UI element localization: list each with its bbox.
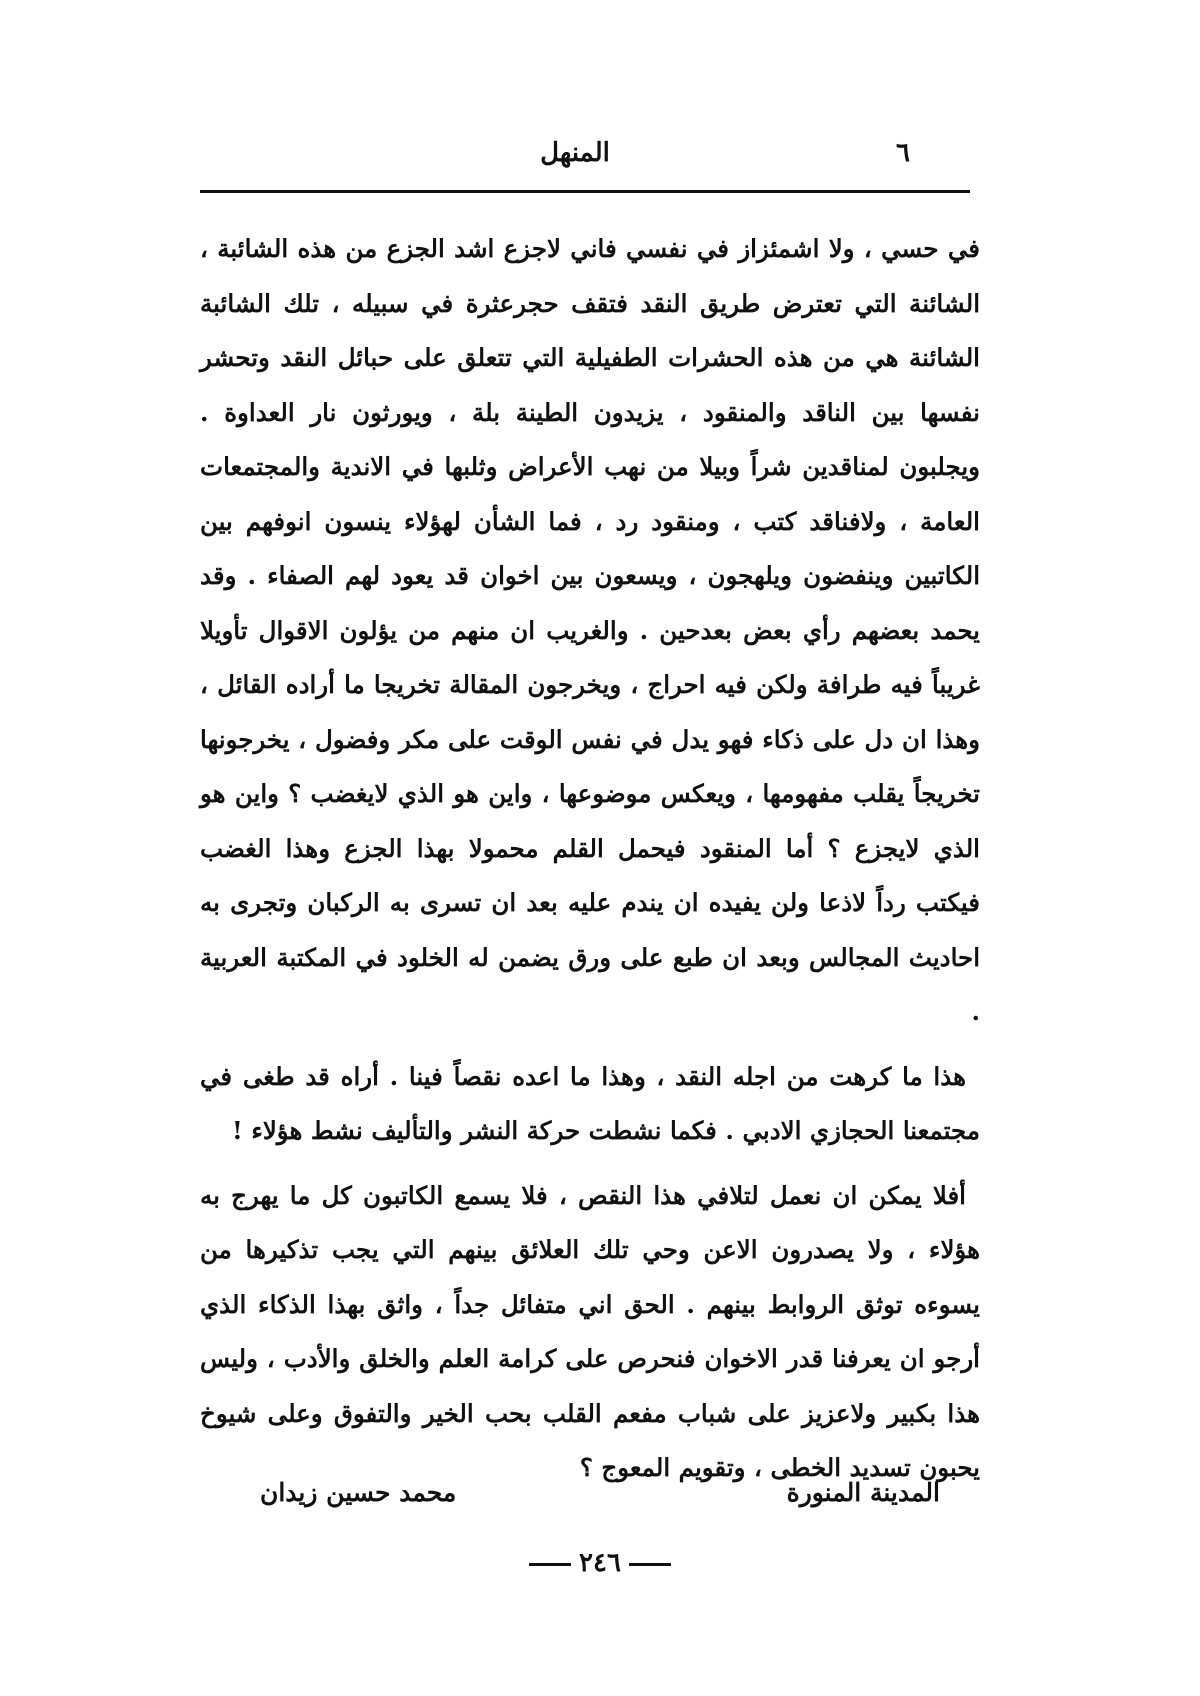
paragraph-3: أفلا يمكن ان نعمل لتلافي هذا النقص ، فلا يسمع الكاتبون كل ما يهرج به هؤلاء ، ولا يصدرون الاعن وحي تلك العلائق بينهم التي يجب تذكيرها من يسوءه توثق الروابط بينهم . الحق اني متفائل جداً ، واثق بهذا الذكاء الذي أرجو ان يعرفنا قدر الاخوان فنحرص على كرامة العلم والخلق والأدب ، وليس هذا بكبير ولاعزيز على شباب مفعم القلب بحب الخير والتفوق وعلى شيوخ يحبون تسديد الخطى ، وتقويم المعوج ؟	[200, 1180, 980, 1482]
journal-title: المنهل	[540, 138, 610, 168]
page-footer	[0, 1548, 1200, 1578]
signature-place: المدينة المنورة	[786, 1478, 940, 1507]
article-body	[200, 222, 980, 1496]
page-header	[200, 138, 950, 178]
footer-dash-right	[529, 1563, 571, 1566]
paragraph-2: هذا ما كرهت من اجله النقد ، وهذا ما اعده نقصاً فينا . أراه قد طغى في مجتمعنا الحجازي الادبي . فكما نشطت حركة النشر والتأليف نشط هؤلاء !	[200, 1061, 980, 1145]
footer-dash-left	[629, 1563, 671, 1566]
signature-block	[240, 1478, 960, 1518]
signature-author: محمد حسين زيدان	[260, 1478, 457, 1507]
header-divider	[200, 190, 970, 193]
header-page-number: ٦	[896, 138, 910, 168]
paragraph-1: في حسي ، ولا اشمئزاز في نفسي فاني لاجزع اشد الجزع من هذه الشائبة ، الشائنة التي تعترض طريق النقد فتقف حجرعثرة في سبيله ، تلك الشائبة الشائنة هي من هذه الحشرات الطفيلية التي تتعلق على حبائل النقد وتحشر نفسها بين الناقد والمنقود ، يزيدون الطينة بلة ، ويورثون نار العداوة . ويجلبون لمناقدين شراً وبيلا من نهب الأعراض وثلبها في الاندية والمجتمعات العامة ، ولافناقد كتب ، ومنقود رد ، فما الشأن لهؤلاء ينسون انوفهم بين الكاتبين وينفضون ويلهجون ، ويسعون بين اخوان قد يعود لهم الصفاء . وقد يحمد بعضهم رأي بعض بعدحين . والغريب ان منهم من يؤلون الاقوال تأويلا غريباً فيه طرافة ولكن فيه احراج ، ويخرجون المقالة تخريجا ما أراده القائل ، وهذا ان دل على ذكاء فهو يدل في نفس الوقت على مكر وفضول ، يخرجونها تخريجاً يقلب مفهومها ، ويعكس موضوعها ، واين هو الذي لايغضب ؟ واين هو الذي لايجزع ؟ أما المنقود فيحمل القلم محمولا بهذا الجزع وهذا الغضب فيكتب رداً لاذعا ولن يفيده ان يندم عليه بعد ان تسرى به الركبان وتجرى به احاديث المجالس وبعد ان طبع على ورق يضمن له الخلود في المكتبة العربية .	[200, 234, 980, 1026]
footer-page-number: ٢٤٦	[579, 1548, 621, 1578]
